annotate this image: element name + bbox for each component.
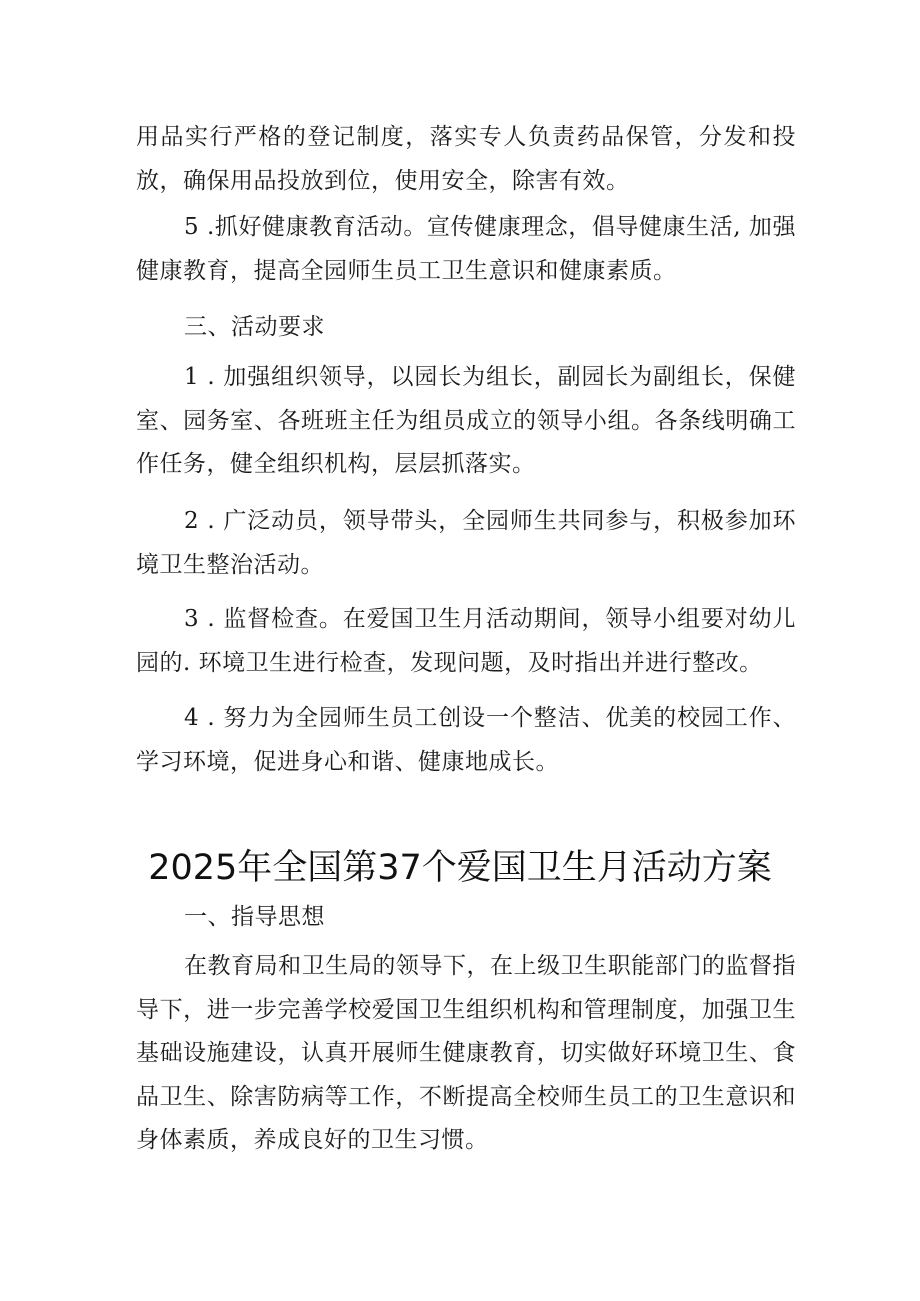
paragraph-guiding-ideology: 在教育局和卫生局的领导下，在上级卫生职能部门的监督指导下，进一步完善学校爱国卫生组织机构和管理制度，加强卫生基础设施建设，认真开展师生健康教育，切实做好环境卫生、食品卫生、除害防病等工作，不断提高全校师生员工的卫生意识和身体素质，养成良好的卫生习惯。	[136, 953, 796, 1153]
paragraph-supplies-registration: 用品实行严格的登记制度，落实专人负责药品保管，分发和投放，确保用品投放到位，使用安全，除害有效。	[136, 124, 796, 194]
paragraph-health-education: 5 .抓好健康教育活动。宣传健康理念，倡导健康生活, 加强健康教育，提高全园师生员工卫生意识和健康素质。	[136, 214, 796, 284]
paragraph-mobilization: 2 . 广泛动员，领导带头，全园师生共同参与，积极参加环境卫生整治活动。	[136, 508, 796, 578]
section-heading-guiding-ideology: 一、指导思想	[184, 904, 325, 930]
paragraph-environment-creation: 4 . 努力为全园师生员工创设一个整洁、优美的校园工作、学习环境，促进身心和谐、健康地成长。	[136, 705, 796, 775]
paragraph-organization-leadership: 1 . 加强组织领导，以园长为组长，副园长为副组长，保健室、园务室、各班班主任为组员成立的领导小组。各条线明确工作任务，健全组织机构，层层抓落实。	[136, 364, 796, 477]
section-heading-activity-requirements: 三、活动要求	[184, 314, 325, 340]
document-title: 2025年全国第37个爱国卫生月活动方案	[148, 848, 772, 888]
paragraph-supervision-inspection: 3 . 监督检查。在爱国卫生月活动期间，领导小组要对幼儿园的. 环境卫生进行检查，发现问题，及时指出并进行整改。	[136, 606, 796, 676]
